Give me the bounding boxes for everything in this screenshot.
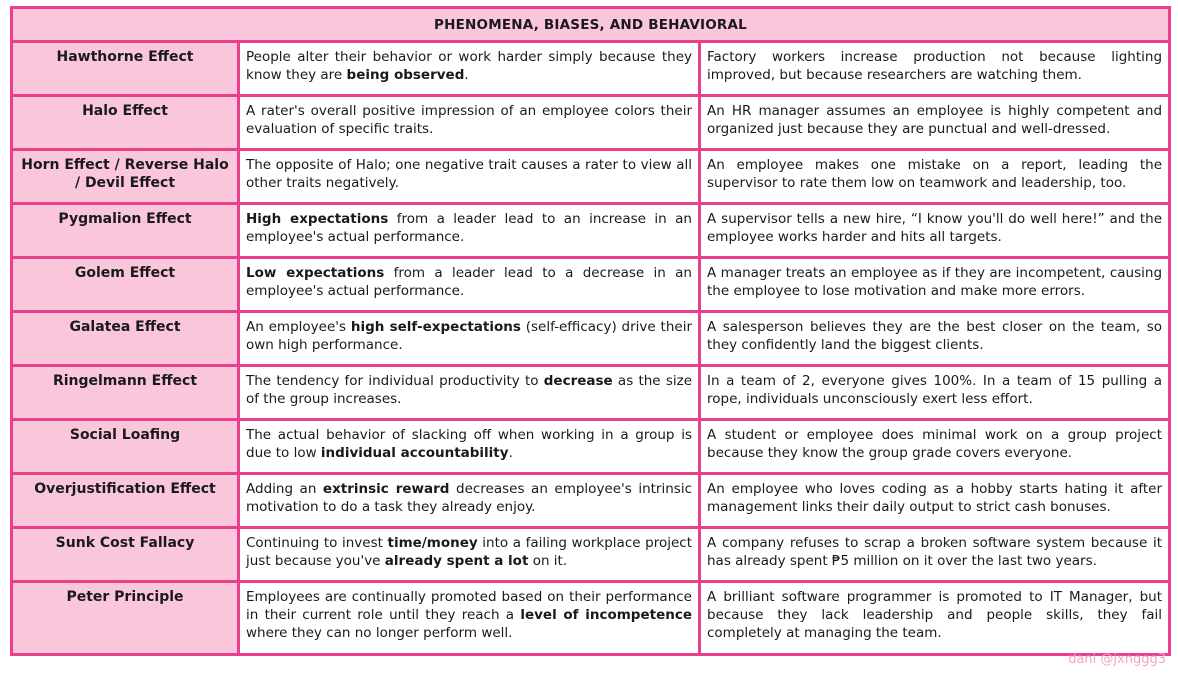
term-example: A brilliant software programmer is promoted to IT Manager, but because they lack leadership and people skills, they fail completely at managing the team.: [700, 582, 1170, 655]
term-name: Hawthorne Effect: [12, 42, 239, 96]
term-definition: The tendency for individual productivity to decrease as the size of the group increases.: [239, 366, 700, 420]
table-title: PHENOMENA, BIASES, AND BEHAVIORAL: [12, 8, 1170, 42]
term-definition: The opposite of Halo; one negative trait causes a rater to view all other traits negatively.: [239, 150, 700, 204]
table-row: [12, 204, 1170, 258]
table-row: [12, 42, 1170, 96]
term-definition: Adding an extrinsic reward decreases an employee's intrinsic motivation to do a task they already enjoy.: [239, 474, 700, 528]
term-definition: Employees are continually promoted based on their performance in their current role until they reach a level of incompetence where they can no longer perform well.: [239, 582, 700, 655]
term-example: A student or employee does minimal work on a group project because they know the group grade covers everyone.: [700, 420, 1170, 474]
term-definition: People alter their behavior or work harder simply because they know they are being observed.: [239, 42, 700, 96]
term-definition: An employee's high self-expectations (self-efficacy) drive their own high performance.: [239, 312, 700, 366]
table-row: [12, 582, 1170, 655]
table-row: [12, 312, 1170, 366]
term-definition: The actual behavior of slacking off when working in a group is due to low individual accountability.: [239, 420, 700, 474]
table-row: [12, 258, 1170, 312]
term-name: Social Loafing: [12, 420, 239, 474]
term-name: Galatea Effect: [12, 312, 239, 366]
term-definition: Continuing to invest time/money into a failing workplace project just because you've already spent a lot on it.: [239, 528, 700, 582]
term-name: Halo Effect: [12, 96, 239, 150]
table-row: [12, 528, 1170, 582]
table-row: [12, 420, 1170, 474]
term-example: In a team of 2, everyone gives 100%. In a team of 15 pulling a rope, individuals unconsciously exert less effort.: [700, 366, 1170, 420]
credit-watermark: dani @jxnggg3: [1068, 652, 1166, 667]
term-definition: High expectations from a leader lead to an increase in an employee's actual performance.: [239, 204, 700, 258]
term-example: A company refuses to scrap a broken software system because it has already spent ₱5 million on it over the last two years.: [700, 528, 1170, 582]
term-example: An employee who loves coding as a hobby starts hating it after management links their daily output to strict cash bonuses.: [700, 474, 1170, 528]
table-row: [12, 366, 1170, 420]
term-name: Horn Effect / Reverse Halo / Devil Effect: [12, 150, 239, 204]
table-header-row: [12, 8, 1170, 42]
term-example: An HR manager assumes an employee is highly competent and organized just because they are punctual and well-dressed.: [700, 96, 1170, 150]
page: [10, 6, 1168, 656]
term-name: Sunk Cost Fallacy: [12, 528, 239, 582]
term-name: Pygmalion Effect: [12, 204, 239, 258]
term-name: Peter Principle: [12, 582, 239, 655]
term-example: An employee makes one mistake on a report, leading the supervisor to rate them low on teamwork and leadership, too.: [700, 150, 1170, 204]
phenomena-table: [10, 6, 1171, 656]
table-row: [12, 96, 1170, 150]
table-row: [12, 150, 1170, 204]
term-definition: Low expectations from a leader lead to a decrease in an employee's actual performance.: [239, 258, 700, 312]
term-example: A manager treats an employee as if they are incompetent, causing the employee to lose motivation and make more errors.: [700, 258, 1170, 312]
term-example: Factory workers increase production not because lighting improved, but because researchers are watching them.: [700, 42, 1170, 96]
term-example: A supervisor tells a new hire, “I know you'll do well here!” and the employee works harder and hits all targets.: [700, 204, 1170, 258]
term-name: Overjustification Effect: [12, 474, 239, 528]
term-example: A salesperson believes they are the best closer on the team, so they confidently land the biggest clients.: [700, 312, 1170, 366]
term-name: Golem Effect: [12, 258, 239, 312]
table-row: [12, 474, 1170, 528]
term-name: Ringelmann Effect: [12, 366, 239, 420]
term-definition: A rater's overall positive impression of an employee colors their evaluation of specific traits.: [239, 96, 700, 150]
